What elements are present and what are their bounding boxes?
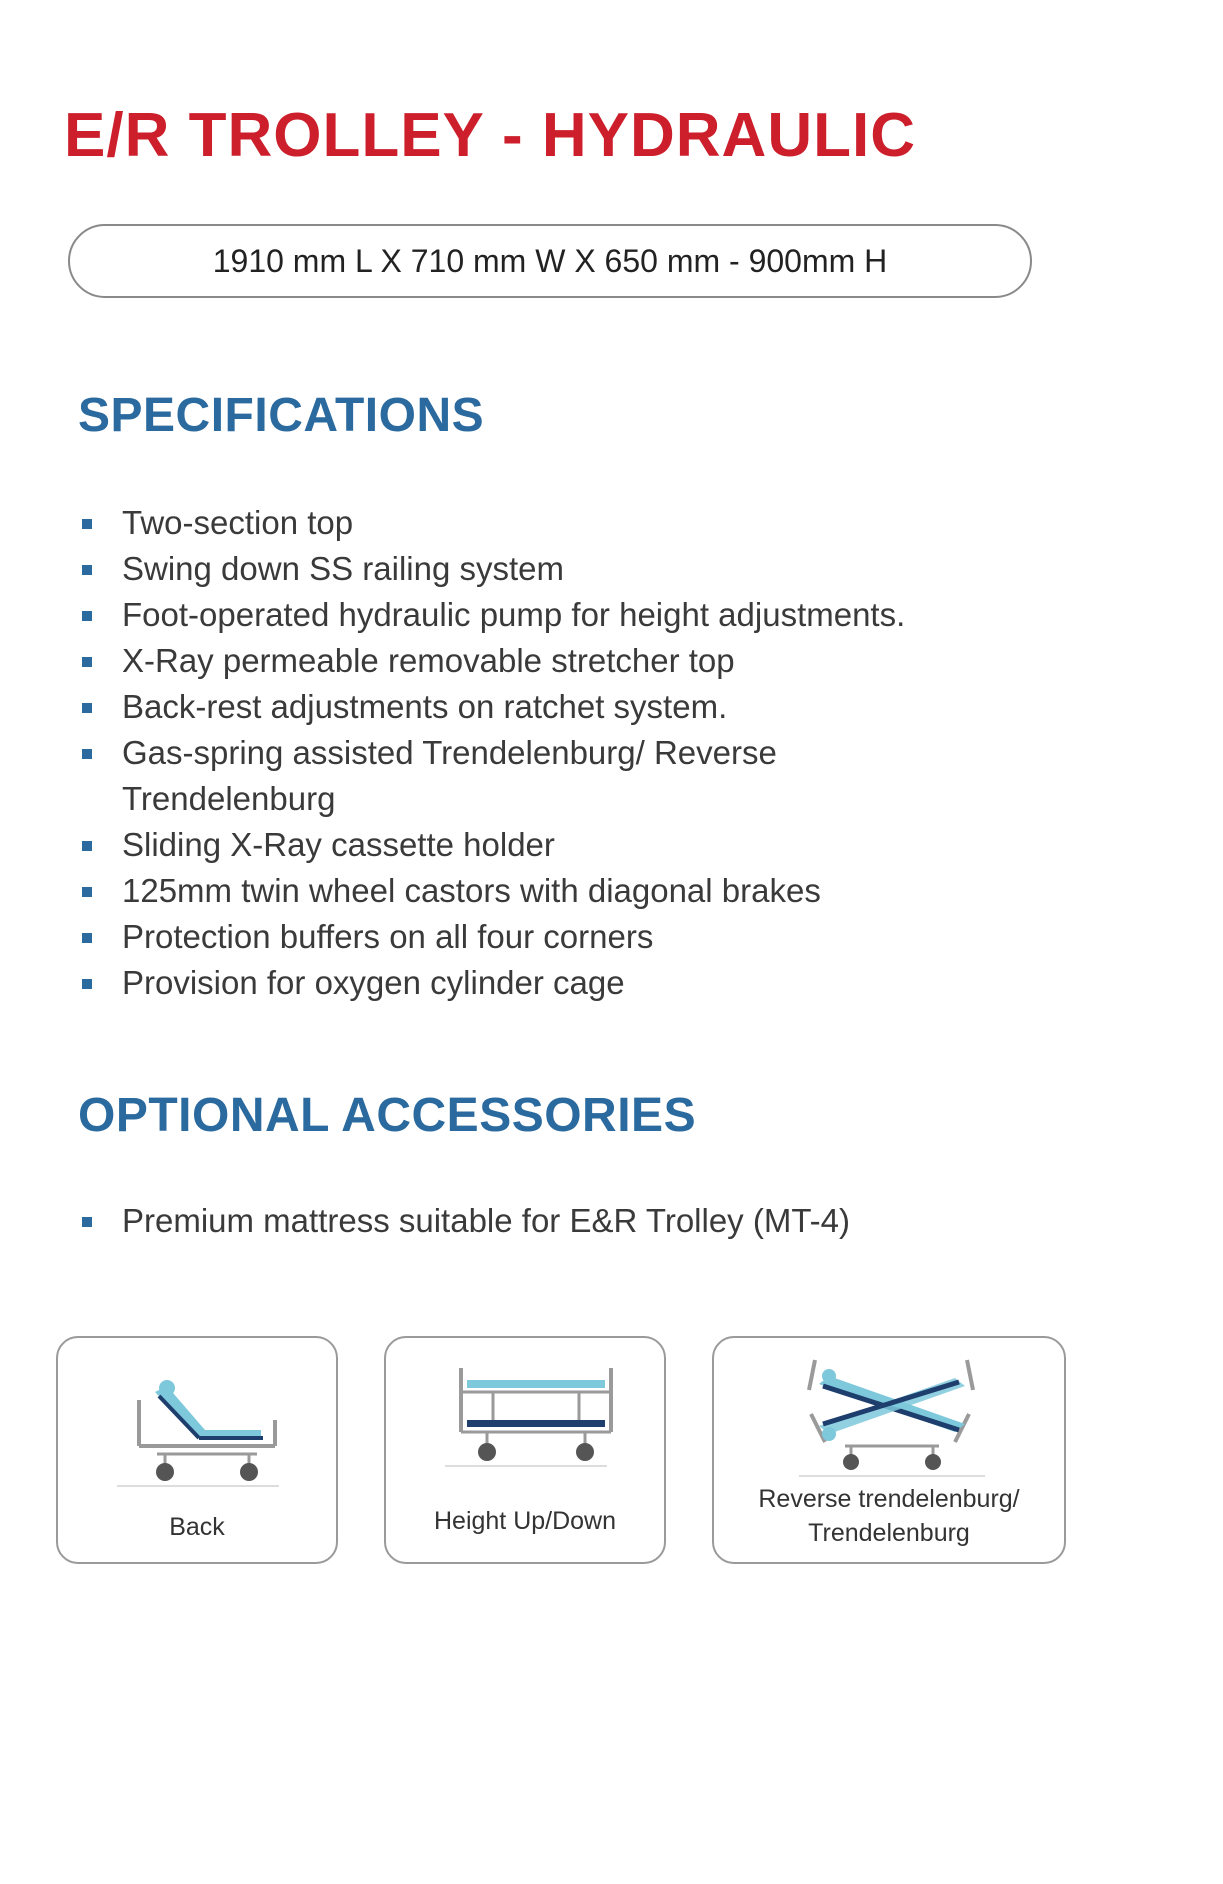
trendelenburg-icon	[789, 1350, 989, 1482]
bullet-icon	[82, 657, 92, 667]
bullet-icon	[82, 933, 92, 943]
feature-label-back: Back	[169, 1513, 225, 1541]
list-item	[78, 960, 1078, 1006]
list-item-text: Back-rest adjustments on ratchet system.	[122, 688, 728, 725]
list-item	[78, 592, 1078, 638]
dimensions-text: 1910 mm L X 710 mm W X 650 mm - 900mm H	[212, 242, 888, 279]
specifications-heading: SPECIFICATIONS	[78, 389, 485, 442]
dimensions-pill	[68, 224, 1032, 298]
back-rest-icon	[97, 1350, 297, 1500]
feature-label-height: Height Up/Down	[433, 1507, 617, 1535]
bullet-icon	[82, 565, 92, 575]
feature-label-trendelenburg: Reverse trendelenburg/ Trendelenburg	[758, 1485, 1020, 1547]
bullet-icon	[82, 887, 92, 897]
list-item-text: Foot-operated hydraulic pump for height adjustments.	[122, 596, 906, 633]
bullet-icon	[82, 979, 92, 989]
list-item-text: 125mm twin wheel castors with diagonal brakes	[122, 872, 821, 909]
bullet-icon	[82, 749, 92, 759]
list-item-text: Premium mattress suitable for E&R Trolley (MT-4)	[122, 1202, 850, 1239]
list-item	[78, 730, 882, 822]
list-item	[78, 500, 1078, 546]
height-adjust-icon	[425, 1350, 625, 1490]
list-item-text: Two-section top	[122, 504, 354, 541]
list-item	[78, 546, 1078, 592]
list-item-text: X-Ray permeable removable stretcher top	[122, 642, 735, 679]
list-item-text: Protection buffers on all four corners	[122, 918, 654, 955]
bullet-icon	[82, 519, 92, 529]
feature-cards	[56, 1336, 1066, 1566]
list-item-text: Gas-spring assisted Trendelenburg/ Reverse Trendelenburg	[122, 734, 777, 817]
list-item	[78, 914, 1078, 960]
list-item	[78, 868, 1078, 914]
list-item-text: Sliding X-Ray cassette holder	[122, 826, 555, 863]
feature-card-back	[56, 1336, 338, 1564]
bullet-icon	[82, 1217, 92, 1227]
list-item	[78, 684, 1078, 730]
specifications-list	[78, 500, 1078, 1006]
feature-card-height	[384, 1336, 666, 1564]
bullet-icon	[82, 841, 92, 851]
feature-card-trendelenburg	[712, 1336, 1066, 1564]
list-item-text: Provision for oxygen cylinder cage	[122, 964, 625, 1001]
bullet-icon	[82, 703, 92, 713]
list-item	[78, 822, 1078, 868]
accessories-heading: OPTIONAL ACCESSORIES	[78, 1089, 697, 1142]
accessories-list	[78, 1198, 1078, 1244]
list-item-text: Swing down SS railing system	[122, 550, 565, 587]
list-item	[78, 638, 1078, 684]
product-title: E/R TROLLEY - HYDRAULIC	[64, 101, 916, 170]
bullet-icon	[82, 611, 92, 621]
list-item	[78, 1198, 1078, 1244]
